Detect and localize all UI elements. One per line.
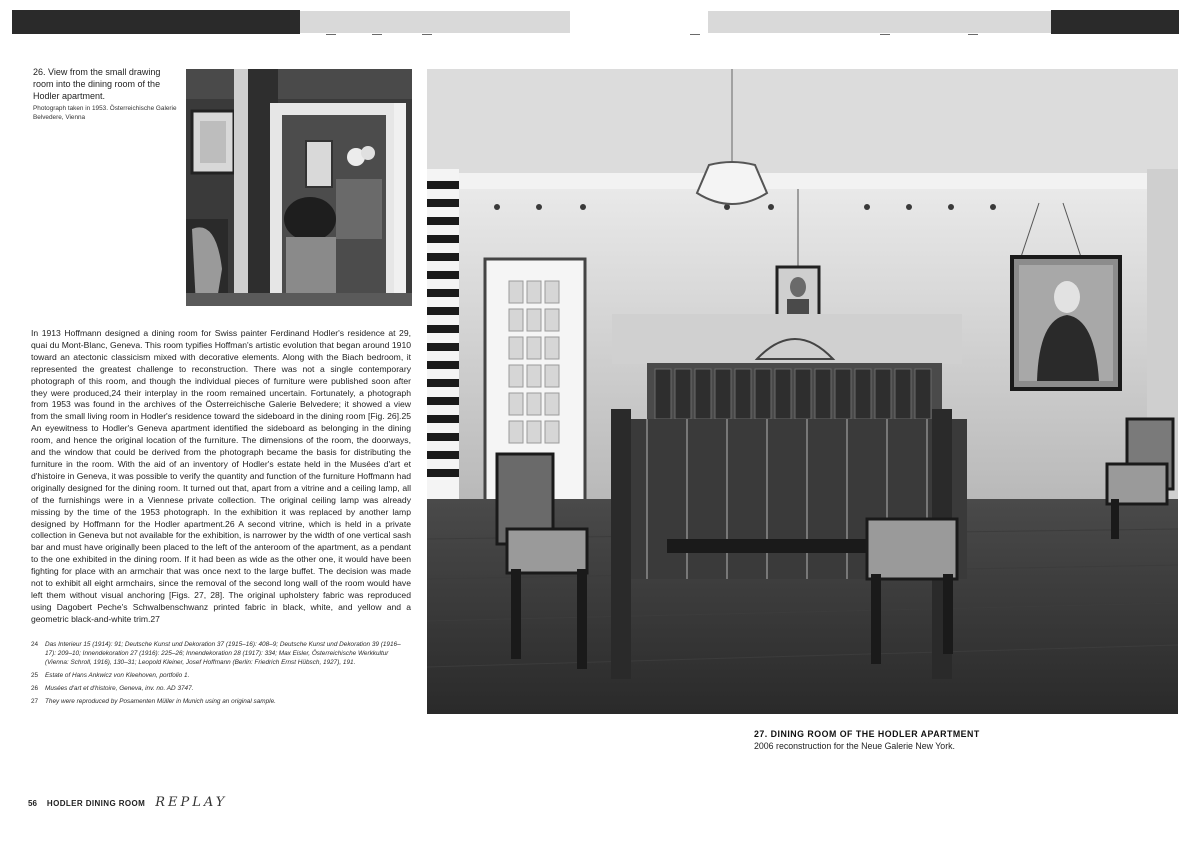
footnote-number: 27 (31, 698, 39, 705)
top-bleed-strip (300, 11, 570, 33)
figure-26-credit: Photograph taken in 1953. Österreichische Galerie Belvedere, Vienna (33, 105, 177, 121)
footnote-number: 26 (31, 685, 39, 692)
figure-27-subtitle: 2006 reconstruction for the Neue Galerie New York. (754, 741, 955, 751)
top-bleed-strip (708, 11, 1051, 33)
article-body-text: In 1913 Hoffmann designed a dining room for Swiss painter Ferdinand Hodler's residence at 29, quai du Mont-Blanc, Geneva. This room typifies Hoffman's artistic evolution that began around 1910 toward an atectonic classicism mixed with decorative elements. Along with the Biach bedroom, it represented the greatest challenge to reconstruction. There was not a single contemporary photograph of this room, and though the individual pieces of furniture were published soon after they were produced,24 their interplay in the room remained uncertain. Fortunately, a photograph from 1953 was found in the archives of the Österreichische Galerie Belvedere; it showed a view from the small living room in Hodler's residence toward the sideboard in the dining room [Fig. 26].25 An eyewitness to Hodler's Geneva apartment identified the sideboard as belonging in the dining room, and hence the original location of the furniture. The dimensions of the room, the doorways, and the window that could be derived from the photograph became the basis for distributing the furniture in the room. With the aid of an inventory of Hodler's estate held in the Musées d'art et d'histoire in Geneva, it was possible to verify the quantity and function of the furniture Hoffmann had originally designed for the dining room. It turned out that, apart from a vitrine and a ceiling lamp, all of the furnishings were in a Viennese private collection. The original ceiling lamp was already missing by the time of the 1953 photograph. In the exhibition it was replaced by another lamp designed by Hoffmann for the Hodler apartment.26 A second vitrine, which is held in a private collection in Geneva but not available for the exhibition, is narrower by the width of one vertical sash bar and must have originally been placed to the left of the anteroom of the apartment, as a pendant to the one exhibited in the dining room. If it had been as wide as the other one, it would have been fighting for place with an armchair that was once next to the large buffet. The decision was made not to exhibit all eight armchairs, since the removal of the second long wall of the room would have left them without visual anchoring [Figs. 27, 28]. The original upholstery fabric was reproduced using Dagobert Peche's Schwalbenschwanz printed fabric in black, white, and yellow and a geometric black-and-white trim.27 (31, 328, 411, 624)
footnote-text: Estate of Hans Ankwicz von Kleehoven, portfolio 1. (45, 672, 190, 679)
figure-27-title: 27. DINING ROOM OF THE HODLER APARTMENT (754, 729, 980, 739)
brand-logo: REPLAY (155, 795, 228, 810)
crop-mark (690, 34, 700, 35)
historic-interior-photo (186, 69, 412, 306)
section-title: HODLER DINING ROOM (46, 799, 146, 808)
footnote (31, 671, 411, 680)
footnote-text: Das Interieur 15 (1914): 91; Deutsche Kunst und Dekoration 37 (1915–16): 408–9; Deutsche Kunst und Dekoration 39 (1916–17): 209–10; Innendekoration 27 (1916): 225–26; Innendekoration 28 (1917): 334; Max Eisler, Österreichische Werkkultur (Vienna: Schroll, 1916), 130–31; Leopold Kleiner, Josef Hoffmann (Berlin: Friedrich Ernst Hübsch, 1927), 191. (45, 641, 401, 666)
figure-26-photo (186, 69, 412, 306)
crop-mark (880, 34, 890, 35)
dining-room-photo (427, 69, 1178, 714)
crop-mark (422, 34, 432, 35)
footnote-number: 25 (31, 672, 39, 679)
footnote-text: Musées d'art et d'histoire, Geneva, inv. no. AD 3747. (45, 685, 194, 692)
crop-mark (326, 34, 336, 35)
footnote-text: They were reproduced by Posamenten Müller in Munich using an original sample. (45, 698, 276, 705)
footnote (31, 640, 411, 667)
page-footer (28, 795, 227, 810)
figure-27-caption (754, 729, 1084, 751)
footnotes (31, 640, 411, 710)
figure-26-caption (33, 66, 183, 122)
footnote-number: 24 (31, 641, 39, 648)
figure-26-title: 26. View from the small drawing room into the dining room of the Hodler apartment. (33, 67, 161, 101)
footnote (31, 684, 411, 693)
figure-27-photo (427, 69, 1178, 714)
crop-mark (372, 34, 382, 35)
top-bleed-bar-left (12, 10, 300, 34)
crop-mark (968, 34, 978, 35)
page-number: 56 (28, 799, 37, 808)
footnote (31, 697, 411, 706)
top-bleed-bar-right (1051, 10, 1179, 34)
striped-wall-panel (427, 169, 459, 499)
